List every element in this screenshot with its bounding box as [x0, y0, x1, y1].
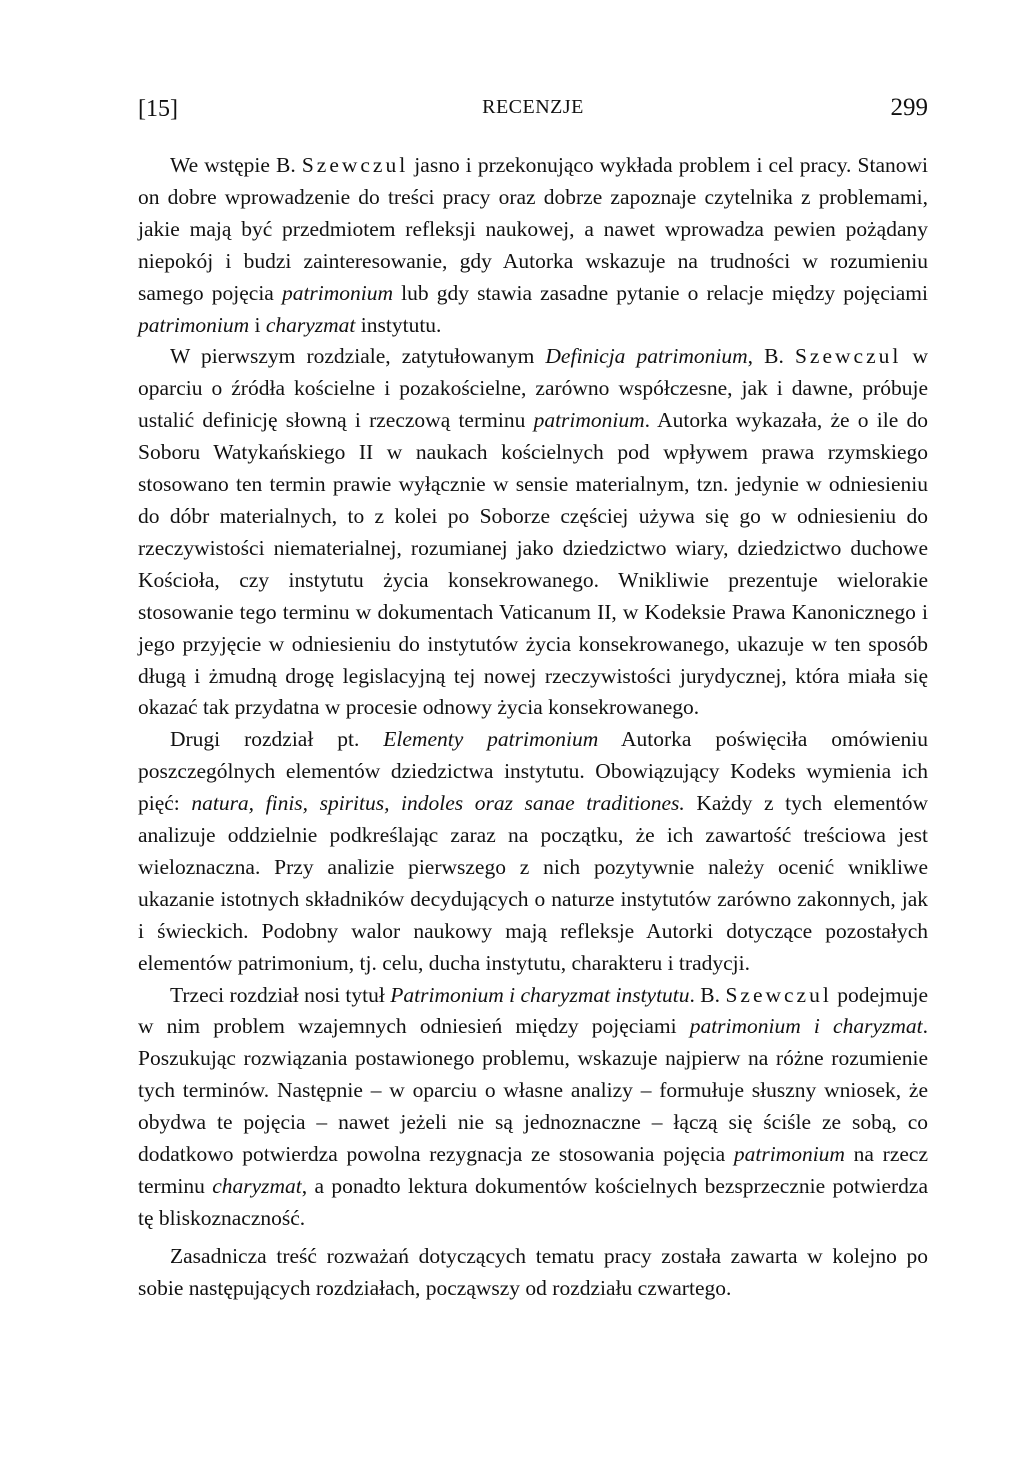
- running-title: RECENZJE: [482, 96, 584, 118]
- paragraph: [138, 341, 928, 724]
- author-name: Szewczul: [794, 344, 902, 369]
- text-run: lub gdy stawia zasadne pytanie o relacje między pojęciami: [393, 280, 928, 305]
- text-run: w oparciu o źródła kościelne i pozakościelne, zarówno współczesne, jak i dawne, próbuje ustalić definicję słowną i rzeczową terminu: [138, 344, 928, 433]
- italic-term: Elementy patrimonium: [383, 727, 599, 752]
- text-run: . Poszukując rozwiązania postawionego problemu, wskazuje najpierw na różne rozumienie tych terminów. Następnie – w oparciu o własne analizy – formułuje słuszny wniosek, że obydwa te pojęcia – nawet jeżeli nie są jednoznaczne – łączą się ściśle ze sobą, co dodatkowo potwierdza powolna rezygnacja ze stosowania pojęcia: [138, 1014, 928, 1167]
- italic-term: Patrimonium i charyzmat instytutu: [390, 982, 690, 1007]
- text-run: i: [249, 312, 266, 337]
- italic-term: natura, finis, spiritus, indoles oraz sanae traditiones.: [191, 791, 685, 816]
- page-number: 299: [890, 94, 928, 121]
- text-run: , B.: [747, 344, 795, 369]
- text-run: , a ponadto lektura dokumentów kościelnych bezsprzecznie potwierdza tę bliskoznaczność.: [138, 1174, 928, 1230]
- text-run: . B.: [689, 982, 726, 1007]
- text-run: . Autorka wykazała, że o ile do Soboru Watykańskiego II w naukach kościelnych pod wpływem prawa rzymskiego stosowano ten termin prawie wyłącznie w sensie materialnym, tzn. jedynie w odniesieniu do dóbr materialnych, to z kolei po Soborze częściej używa się go w odniesieniu do rzeczywistości niematerialnej, rozumianej jako dziedzictwo wiary, dziedzictwo duchowe Kościoła, czy instytutu życia konsekrowanego. Wnikliwie prezentuje wielorakie stosowanie tego terminu w dokumentach Vaticanum II, w Kodeksie Prawa Kanonicznego i jego przyjęcie w odniesieniu do instytutów życia konsekrowanego, ukazuje w ten sposób długą i żmudną drogę legislacyjną tej nowej rzeczywistości jurydycznej, która miała się okazać tak przydatna w procesie odnowy życia konsekrowanego.: [138, 408, 928, 720]
- italic-term: patrimonium i charyzmat: [689, 1014, 923, 1039]
- paragraph: [138, 724, 928, 979]
- paragraph: [138, 1241, 928, 1305]
- italic-term: patrimonium: [281, 280, 394, 305]
- italic-term: charyzmat: [212, 1174, 302, 1198]
- text-run: na rzecz terminu: [138, 1142, 928, 1198]
- author-name: Szewczul: [301, 153, 409, 177]
- text-run: We wstępie B.: [170, 153, 302, 177]
- italic-term: Definicja patrimonium: [545, 344, 748, 369]
- italic-term: charyzmat: [265, 312, 356, 337]
- italic-term: patrimonium: [138, 312, 250, 337]
- text-run: podejmuje w nim problem wzajemnych odniesień między pojęciami: [138, 982, 928, 1039]
- body-text: [138, 150, 928, 1305]
- running-header: [138, 90, 928, 130]
- text-run: Trzeci rozdział nosi tytuł: [170, 982, 391, 1007]
- page-label: [15]: [138, 96, 178, 122]
- paragraph: [138, 980, 928, 1235]
- author-name: Szewczul: [725, 982, 832, 1007]
- italic-term: patrimonium: [533, 408, 645, 433]
- text-run: W pierwszym rozdziale, zatytułowanym: [170, 344, 546, 369]
- text-run: Zasadnicza treść rozważań dotyczących tematu pracy została zawarta w kolejno po sobie następujących rozdziałach, począwszy od rozdziału czwartego.: [138, 1243, 928, 1300]
- text-run: jasno i przekonująco wykłada problem i cel pracy. Stanowi on dobre wprowadzenie do treści pracy oraz dobrze zapoznaje czytelnika z problemami, jakie mają być przedmiotem refleksji naukowej, a nawet wprowadza pewien pożądany niepokój i budzi zainteresowanie, gdy Autorka wskazuje na trudności w rozumieniu samego pojęcia: [138, 153, 928, 305]
- italic-term: patrimonium: [733, 1142, 845, 1167]
- text-run: instytutu.: [355, 312, 442, 337]
- text-run: Każdy z tych elementów analizuje oddzielnie podkreślając zaraz na początku, że ich zawartość treściowa jest wieloznaczna. Przy analizie pierwszego z nich pozytywnie należy ocenić wnikliwe ukazanie istotnych składników decydujących o naturze instytutów zarówno zakonnych, jak i świeckich. Podobny walor naukowy mają refleksje Autorki dotyczące pozostałych elementów patrimonium, tj. celu, ducha instytutu, charakteru i tradycji.: [138, 791, 928, 975]
- text-run: Drugi rozdział pt.: [170, 727, 384, 752]
- paragraph: [138, 150, 928, 341]
- text-run: Autorka poświęciła omówieniu poszczególnych elementów dziedzictwa instytutu. Obowiązujący Kodeks wymienia ich pięć:: [138, 727, 928, 816]
